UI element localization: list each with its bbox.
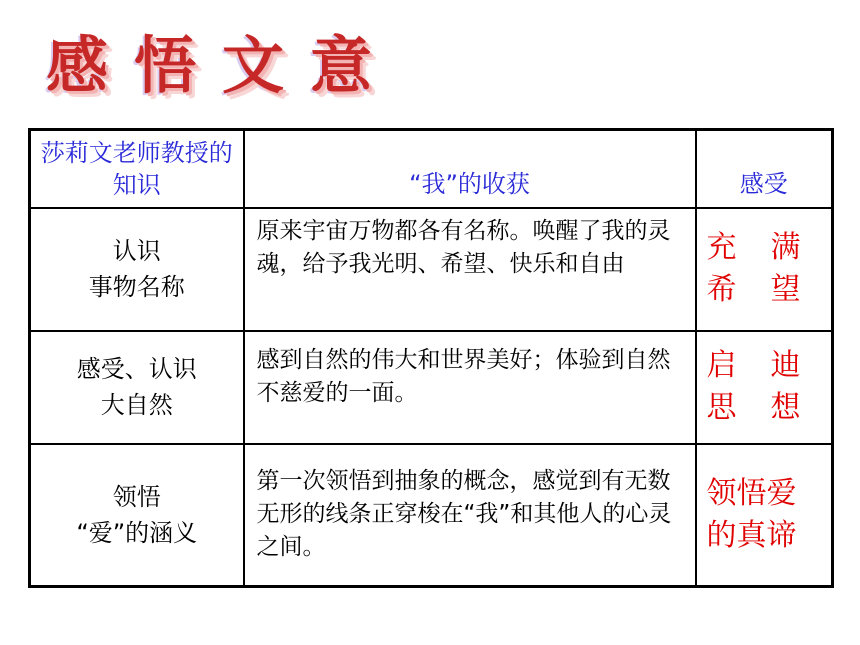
- header-knowledge: 莎莉文老师教授的知识: [30, 130, 244, 208]
- feeling-line: 希望: [706, 272, 801, 307]
- slide-title: [44, 26, 374, 106]
- feeling-line: 的真谛: [706, 517, 797, 553]
- title-char: 意: [309, 29, 372, 102]
- topic-cell: [30, 444, 244, 587]
- topic-line: 领悟: [112, 482, 161, 511]
- header-gain: “我”的收获: [244, 130, 696, 208]
- title-char: 文: [221, 29, 284, 102]
- topic-line: 认识: [112, 237, 161, 265]
- summary-table: [28, 128, 834, 588]
- feeling-line: 领悟爱: [706, 475, 797, 511]
- feeling-cell: [696, 444, 833, 587]
- gain-cell: 感到自然的伟大和世界美好；体验到自然不慈爱的一面。: [244, 331, 696, 444]
- feeling-line: 启迪: [706, 348, 801, 383]
- gain-cell: 原来宇宙万物都各有名称。唤醒了我的灵魂，给予我光明、希望、快乐和自由: [244, 208, 696, 331]
- feeling-line: 思想: [706, 390, 801, 425]
- feeling-line: 充满: [706, 230, 801, 265]
- topic-line: 感受、认识: [76, 355, 197, 383]
- gain-cell: 第一次领悟到抽象的概念，感觉到有无数无形的线条正穿梭在“我”和其他人的心灵之间。: [244, 444, 696, 587]
- header-feeling: 感受: [696, 130, 833, 208]
- topic-line: “爱”的涵义: [76, 518, 198, 547]
- table-row: [30, 208, 833, 331]
- topic-cell: [30, 331, 244, 444]
- title-char: 感: [45, 29, 108, 102]
- table-row: [30, 444, 833, 587]
- title-char: 悟: [133, 29, 196, 102]
- topic-line: 大自然: [100, 391, 173, 419]
- table-header-row: [30, 130, 833, 208]
- topic-line: 事物名称: [88, 273, 185, 301]
- table-row: [30, 331, 833, 444]
- feeling-cell: [696, 208, 833, 331]
- topic-cell: [30, 208, 244, 331]
- feeling-cell: [696, 331, 833, 444]
